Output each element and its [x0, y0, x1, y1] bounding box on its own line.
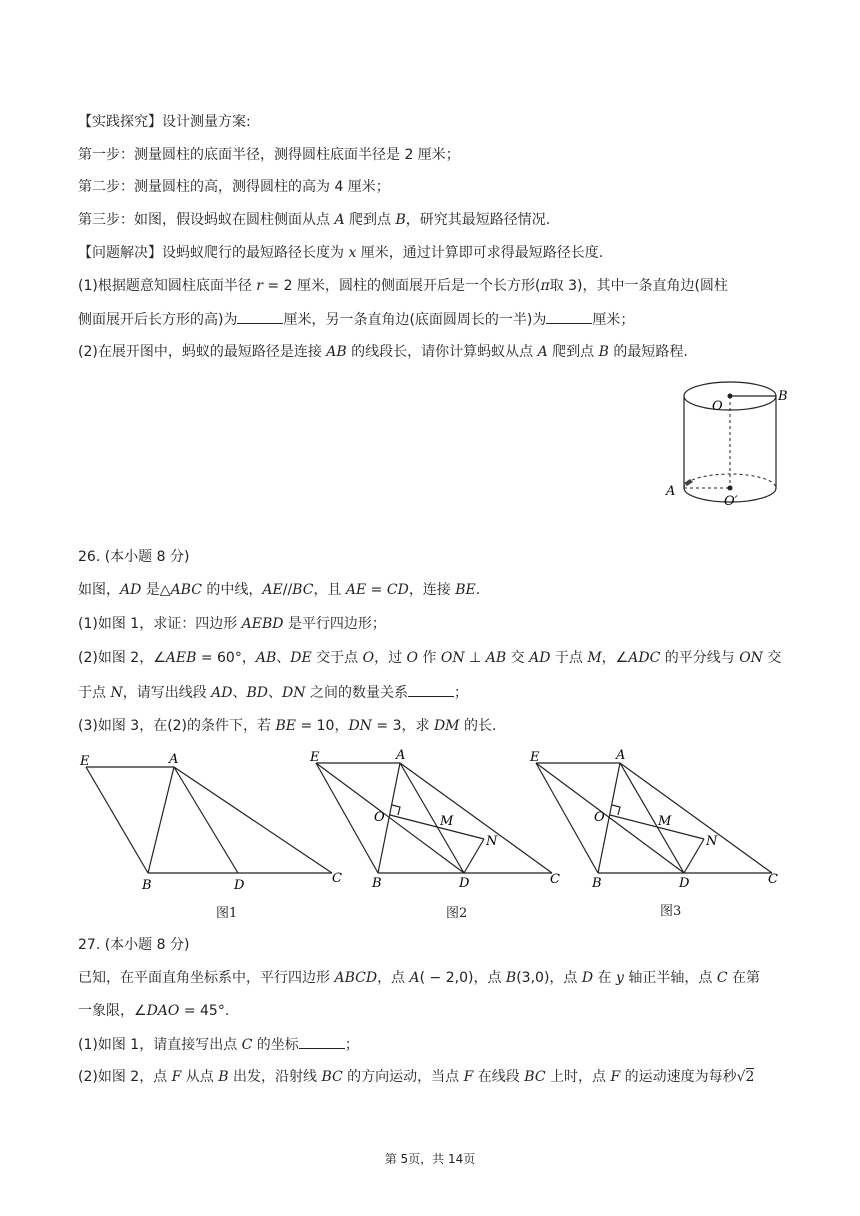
- step-three: 第三步：如图，假设蚂蚁在圆柱侧面从点 A 爬到点 B，研究其最短路径情况.: [78, 212, 551, 228]
- question-27-2: (2)如图 2，点 F 从点 B 出发，沿射线 BC 的方向运动，当点 F 在线段 BC 上时，点 F 的运动速度为每秒√2: [78, 1069, 755, 1085]
- question-25-1: (1)根据题意知圆柱底面半径 r = 2 厘米，圆柱的侧面展开后是一个长方形(π取 3)，其中一条直角边(圆柱: [78, 278, 728, 294]
- svg-text:M: M: [440, 814, 454, 829]
- svg-text:N: N: [486, 834, 498, 849]
- question-26-2: (2)如图 2，∠AEB = 60°，AB、DE 交于点 O，过 O 作 ON ⊥ AB 交 AD 于点 M，∠ADC 的平分线与 ON 交: [78, 650, 782, 666]
- question-27-stem-cont: 一象限，∠DAO = 45°.: [78, 1003, 230, 1019]
- svg-text:O: O: [594, 810, 605, 825]
- cylinder-figure: [650, 375, 800, 515]
- problem-solve: 【问题解决】设蚂蚁爬行的最短路径长度为 x 厘米，通过计算即可求得最短路径长度.: [78, 245, 604, 261]
- question-26-1: (1)如图 1，求证：四边形 AEBD 是平行四边形；: [78, 616, 386, 632]
- step-two: 第二步：测量圆柱的高，测得圆柱的高为 4 厘米；: [78, 179, 390, 195]
- svg-text:O: O: [374, 810, 385, 825]
- question-25-2: (2)在展开图中，蚂蚁的最短路径是连接 AB 的线段长，请你计算蚂蚁从点 A 爬到点 B 的最短路程.: [78, 344, 688, 360]
- svg-text:E: E: [80, 754, 90, 769]
- label-A: A: [666, 484, 676, 499]
- svg-text:D: D: [459, 876, 470, 891]
- figure-3: [520, 745, 790, 895]
- answer-blank[interactable]: [546, 309, 592, 324]
- question-26-stem: 如图，AD 是△ABC 的中线，AE//BC，且 AE = CD，连接 BE.: [78, 582, 481, 598]
- practice-explore: 【实践探究】设计测量方案:: [78, 114, 251, 130]
- svg-text:B: B: [592, 876, 602, 891]
- caption-fig-1: 图1: [216, 906, 238, 921]
- svg-text:N: N: [706, 834, 718, 849]
- svg-text:C: C: [550, 872, 560, 887]
- page-footer: 第 5页，共 14页: [384, 1152, 476, 1166]
- question-27-1: (1)如图 1，请直接写出点 C 的坐标 ；: [78, 1034, 359, 1055]
- svg-text:M: M: [658, 814, 672, 829]
- question-26-3: (3)如图 3，在(2)的条件下，若 BE = 10，DN = 3，求 DM 的长.: [78, 718, 497, 734]
- caption-fig-3: 图3: [660, 904, 682, 919]
- label-O: O: [712, 399, 723, 414]
- step-one: 第一步：测量圆柱的底面半径，测得圆柱底面半径是 2 厘米；: [78, 147, 460, 163]
- svg-text:B: B: [142, 878, 152, 893]
- svg-text:D: D: [234, 878, 245, 893]
- svg-text:E: E: [310, 750, 320, 765]
- svg-text:A: A: [169, 752, 179, 767]
- svg-text:C: C: [768, 872, 778, 887]
- svg-text:E: E: [530, 750, 540, 765]
- svg-text:A: A: [616, 748, 626, 763]
- question-27-head: 27. (本小题 8 分): [78, 937, 190, 953]
- svg-text:A: A: [396, 748, 406, 763]
- answer-blank[interactable]: [299, 1034, 345, 1049]
- question-25-1-cont: 侧面展开后长方形的高)为 厘米，另一条直角边(底面圆周长的一半)为 厘米；: [78, 309, 634, 330]
- question-26-head: 26. (本小题 8 分): [78, 549, 190, 565]
- answer-blank[interactable]: [408, 682, 454, 697]
- svg-text:B: B: [372, 876, 382, 891]
- caption-fig-2: 图2: [446, 906, 468, 921]
- label-O-prime: O′: [724, 494, 738, 509]
- question-26-2-cont: 于点 N，请写出线段 AD、BD、DN 之间的数量关系 ；: [78, 682, 468, 703]
- question-27-stem: 已知，在平面直角坐标系中，平行四边形 ABCD，点 A( − 2,0)，点 B(3,0)，点 D 在 y 轴正半轴，点 C 在第: [78, 970, 760, 986]
- svg-text:C: C: [332, 871, 342, 886]
- answer-blank[interactable]: [237, 309, 283, 324]
- svg-text:D: D: [679, 876, 690, 891]
- label-B: B: [778, 389, 788, 404]
